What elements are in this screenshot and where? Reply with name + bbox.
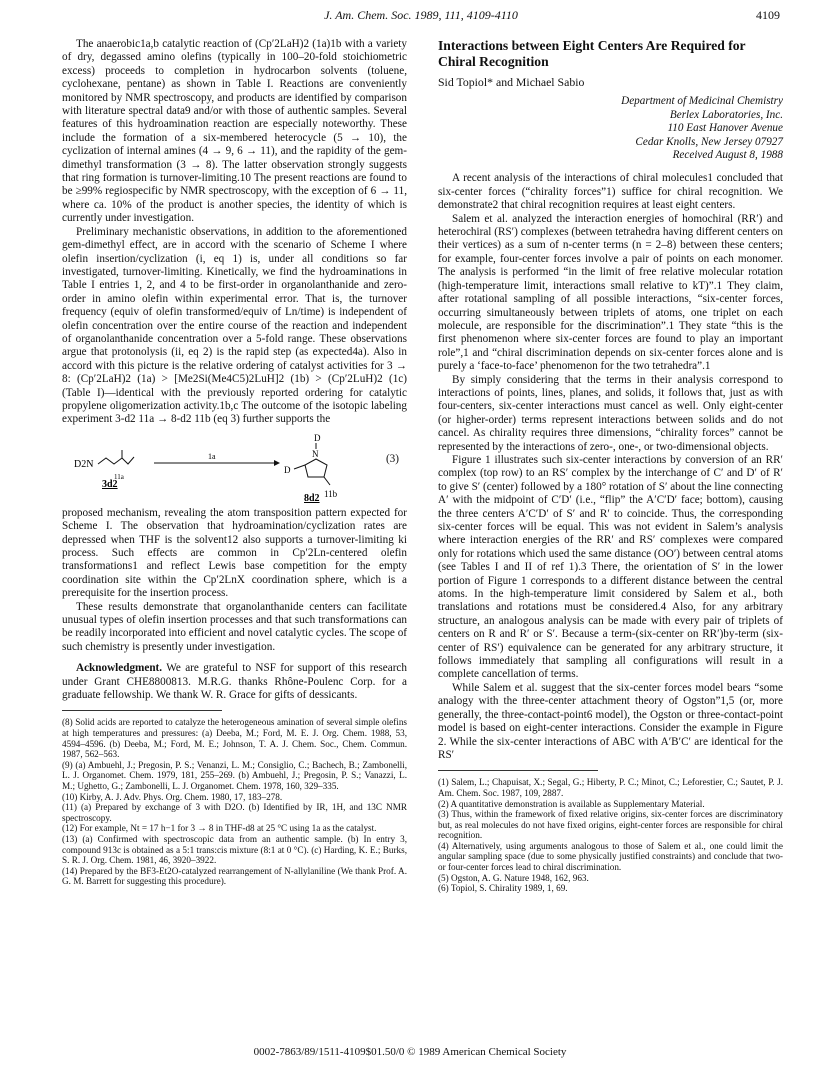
footnote-rule xyxy=(62,710,222,711)
acknowledgment-text: We are grateful to NSF for support of this research under Grant CHE8800813. M.R.G. thanks Rhône-Poulenc Corp. for a graduate fellowship. We thank W. R. Grace for gifts of dessicants. xyxy=(62,662,407,702)
product-ring xyxy=(305,459,327,477)
affiliation-block xyxy=(438,95,783,162)
left-paragraph-4: These results demonstrate that organolanthanide centers can facilitate unusual types of olefin insertion processes and that such transformations can be readily incorporated into efficient and novel catalytic cycles. The scope of such chemistry is presently under investigation. xyxy=(62,600,408,653)
product-deuterium-top: D xyxy=(314,432,321,443)
right-paragraph-4: Figure 1 illustrates such six-center interactions by conversion of an RR′ complex (top row) to an RS′ complex by the interchange of C′ and D′ of R′ to give S′ (center) followed by a 180° rotation of S′ about the line connecting A′ with the midpoint of C′D′ (i.e., “flip” the A′C′D′ face; bottom), causing the three centers A′C′D′ of S′ and R′ to coincide. Thus, the corresponding six-center forces will be equal. This was not evident in Salem’s analysis where interaction energies of the RR′ and RS′ complexes were compared only for rotations which used the same distance (OO′) between central atoms (see Tables I and II of ref 1).3 There, the orientation of S′ in the lower portion of Figure 1 corresponds to a different distance between the central atoms. In the high-temperature limit considered by Salem et al., both translations and rotations must be considered.4 Also, for any arbitrary structure, an analogous analysis can be made with every pair of triplets of centers on R and R′ or S′. Because a term-(six-center on RR′)by-term (six-center of RS′) equivalence can be generated for any arbitrary structure, it follows immediately that sampling all configurations will result in a complete cancellation of terms. xyxy=(438,453,783,681)
footnote-11: (11) (a) Prepared by exchange of 3 with D2O. (b) Identified by IR, 1H, and 13C NMR spectroscopy. xyxy=(62,802,407,823)
reaction-arrowhead xyxy=(274,460,280,466)
affiliation-city: Cedar Knolls, New Jersey 07927 xyxy=(635,135,783,148)
reactant-chain xyxy=(98,457,134,464)
left-paragraph-3: proposed mechanism, revealing the atom transposition pattern expected for Scheme I. The observation that hydroamination/cyclization rates are depressed when THF is the solvent12 also supports a turnover-limiting ki process. Such effects are common in Cp′2Ln-centered olefin transformations1 and reflect Lewis base competition for the empty coordination site within the Cp′2LnX coordination sphere, which is a prerequisite for the insertion process. xyxy=(62,506,407,600)
reactant-ref: 11a xyxy=(114,472,124,481)
arrow-catalyst-label: 1a xyxy=(208,451,216,461)
left-paragraph-2: Preliminary mechanistic observations, in addition to the aforementioned gem-dimethyl effect, are in accord with the scenario of Scheme I where olefin insertion/cyclization (i, eq 1) is, under all conditions so far investigated, turnover-limiting. Kinetically, we find the hydroaminations in Table I entries 1, 2, and 4 to be first-order in organolanthanide and zero-order in amino olefin within experimental error. That is, the turnover frequency (equiv of olefin transformed/equiv of Ln/time) is independent of olefin concentration over the entire course of the reaction and independent of organolanthanide concentration over a 5-fold range. These observations argue that protonolysis (ii, eq 2) is the rapid step (as expected4a). Also in accord with this picture is the relative ordering of catalyst activities for 3 → 8: (Cp′2LaH)2 (1a) > [Me2Si(Me4C5)2LuH]2 (1b) > (Cp′2LuH)2 (1c) (Table I)—identical with the previously reported ordering for catalytic propylene oligomerization activity.1b,c The outcome of the isotopic labeling experiment 3-d2 11a → 8-d2 11b (eq 3) further supports the xyxy=(62,225,407,426)
affiliation-department: Department of Medicinal Chemistry xyxy=(621,95,783,108)
affiliation-street: 110 East Hanover Avenue xyxy=(667,122,783,135)
product-nitrogen: N xyxy=(312,448,319,459)
product-label: 8d2 xyxy=(304,492,320,503)
right-paragraph-2: Salem et al. analyzed the interaction energies of homochiral (RR′) and heterochiral (RS′) complexes (between tetrahedra having different centers on their vertices) as a sum of n-center terms (n = 2–8) between these centers; for example, four-center forces involve a pair of points on each monomer. The analysis is performed “in the limit of free relative molecular rotation (high-temperature limit, interactions small relative to kT)”.1 They claim, after rotational sampling of all possible interactions, “six-center forces, occurring simultaneously between triplets of atoms, one triplet on each molecule, are responsible for the discrimination”.1 They state “this is the first phenomenon where six-center forces are found to play an important role”,1 and “chiral discrimination depends on six-center forces alone and is purely a ‘face-to-face’ phenomenon for the two tetrahedra”.1 xyxy=(438,212,783,373)
footnote-8: (8) Solid acids are reported to catalyze the heterogeneous amination of several simple olefins at high temperatures and pressures: (a) Deeba, M.; Ford, M. E. J. Org. Chem. 1988, 53, 4594–4596. (b) Deeba, M.; Ford, M. E.; Johnson, T. A. J. Chem. Soc., Chem. Commun. 1987, 562–563. xyxy=(62,717,407,760)
article-authors: Sid Topiol* and Michael Sabio xyxy=(438,75,585,89)
page-footer: 0002-7863/89/1511-4109$01.50/0 © 1989 American Chemical Society xyxy=(253,1046,567,1058)
footnote-1: (1) Salem, L.; Chapuisat, X.; Segal, G.; Hiberty, P. C.; Minot, C.; Leforestier, C.; Sautet, P. J. Am. Chem. Soc. 1987, 109, 2887. xyxy=(438,777,783,798)
affiliation-company: Berlex Laboratories, Inc. xyxy=(669,108,783,121)
right-paragraph-5: While Salem et al. suggest that the six-center forces model bears “some analogy with the three-center attachment theory of Ogston”1,5 (or, more generally, the three-contact-point6 model), the Ogston or three-contact-point model is based on eight-center interactions. Consider the example in Figure 2. While the six-center interactions of ABC with A′B′C′ are identical for the RS′ xyxy=(438,681,783,761)
journal-citation: J. Am. Chem. Soc. 1989, 111, 4109-4110 xyxy=(324,8,518,22)
footnote-13: (13) (a) Confirmed with spectroscopic data from an authentic sample. (b) In entry 3, compound 913c is obtained as a 5:1 trans:cis mixture (8:1 at 0 °C). (c) Harding, K. E.; Burks, S. R. J. Org. Chem. 1981, 46, 3920–3922. xyxy=(62,834,407,866)
reaction-scheme-graphic xyxy=(62,433,407,503)
equation-3-scheme xyxy=(62,433,407,503)
footnote-14: (14) Prepared by the BF3-Et2O-catalyzed rearrangement of N-allylaniline (We thank Prof. A. G. M. Barrett for suggesting this procedure). xyxy=(62,865,407,887)
footnote-5: (5) Ogston, A. G. Nature 1948, 162, 963. xyxy=(438,872,589,883)
product-deuterium-left: D xyxy=(284,464,291,475)
acknowledgment xyxy=(62,662,407,702)
left-footnotes xyxy=(62,717,407,887)
footnote-10: (10) Kirby, A. J. Adv. Phys. Org. Chem. 1980, 17, 183–278. xyxy=(62,791,283,802)
footnote-2: (2) A quantitative demonstration is available as Supplementary Material. xyxy=(438,798,705,809)
product-ref: 11b xyxy=(324,488,338,499)
acknowledgment-label: Acknowledgment. xyxy=(76,662,163,675)
product-cd-bond xyxy=(294,465,305,469)
footnote-4: (4) Alternatively, using arguments analogous to those of Salem et al., one could limit the angular sampling space (due to some physically justified constraints) and conclude that two- or four-center forces lead to chiral discrimination. xyxy=(438,840,783,873)
right-paragraph-1: A recent analysis of the interactions of chiral molecules1 concluded that six-center forces (“chirality forces”1) suffice for chiral recognition. We demonstrate2 that chiral recognition requires at least eight centers. xyxy=(438,172,783,212)
footnote-9: (9) (a) Ambuehl, J.; Pregosin, P. S.; Venanzi, L. M.; Consiglio, C.; Bachech, B.; Zambonelli, L. J. Organomet. Chem. 1979, 181, 255–269. (b) Ambuehl, J.; Pregosin, P. S.; Vanazzi, L. M.; Ughetto, G.; Zambonelli, L. J. Organomet. Chem. 1978, 160, 329–335. xyxy=(62,759,407,792)
right-paragraph-3: By simply considering that the terms in their analysis correspond to interactions of points, lines, planes, and solids, it follows that, just as with four-centers, six-center interactions must cancel as well. Only eight-center (or higher-order) terms represent interactions between solids and do not cancel. As chirality requires three dimensions, “chirality forces” cannot be represented by the interactions of zero-, one-, or two-dimensional objects. xyxy=(438,373,783,453)
received-date: Received August 8, 1988 xyxy=(672,149,783,162)
footnote-3: (3) Thus, within the framework of fixed relative origins, six-center forces are discriminatory but, as real molecules do not have fixed origins, eight-center forces are responsible for chiral recognition. xyxy=(438,809,783,841)
left-column xyxy=(62,38,407,887)
product-methyl xyxy=(324,477,330,485)
running-header xyxy=(62,8,780,28)
equation-number: (3) xyxy=(385,452,399,465)
right-footnotes xyxy=(438,777,783,894)
reactant-label: 3d2 xyxy=(102,478,118,490)
page-number: 4109 xyxy=(756,8,780,22)
left-paragraph-1: The anaerobic1a,b catalytic reaction of (Cp′2LaH)2 (1a)1b with a variety of dry, degassed amino olefins (typically in 100–20-fold stoichiometric excess) proceeds to completion in hydrocarbon solvents (toluene, cyclohexane, pentane) as shown in Table I. Reactions are conveniently monitored by NMR spectroscopy, and products are identified by comparison with literature spectral data9 and/or with those of authentic samples. Several features of this hydroamination reaction are especially noteworthy. These include the formation of a six-membered heterocycle (5 → 10), the cyclization of internal amines (4 → 9, 6 → 11), and the rapidity of the gem-dimethyl transformation (3 → 8). The latter observation strongly suggests that ring formation is turnover-limiting.10 The present reactions are found to be ≥99% regiospecific by NMR spectroscopy, with the exception of 6 → 11, where ca. 10% of the product is another species, the identity of which is currently under investigation. xyxy=(62,38,407,225)
article-title: Interactions between Eight Centers Are Required for Chiral Recognition xyxy=(438,38,746,69)
footnote-12: (12) For example, Nt = 17 h−1 for 3 → 8 in THF-d8 at 25 °C using 1a as the catalyst. xyxy=(62,823,377,834)
right-column xyxy=(438,38,783,894)
reactant-formula: D2N xyxy=(74,458,94,470)
footnote-6: (6) Topiol, S. Chirality 1989, 1, 69. xyxy=(438,883,568,894)
footnote-rule-right xyxy=(438,770,598,771)
